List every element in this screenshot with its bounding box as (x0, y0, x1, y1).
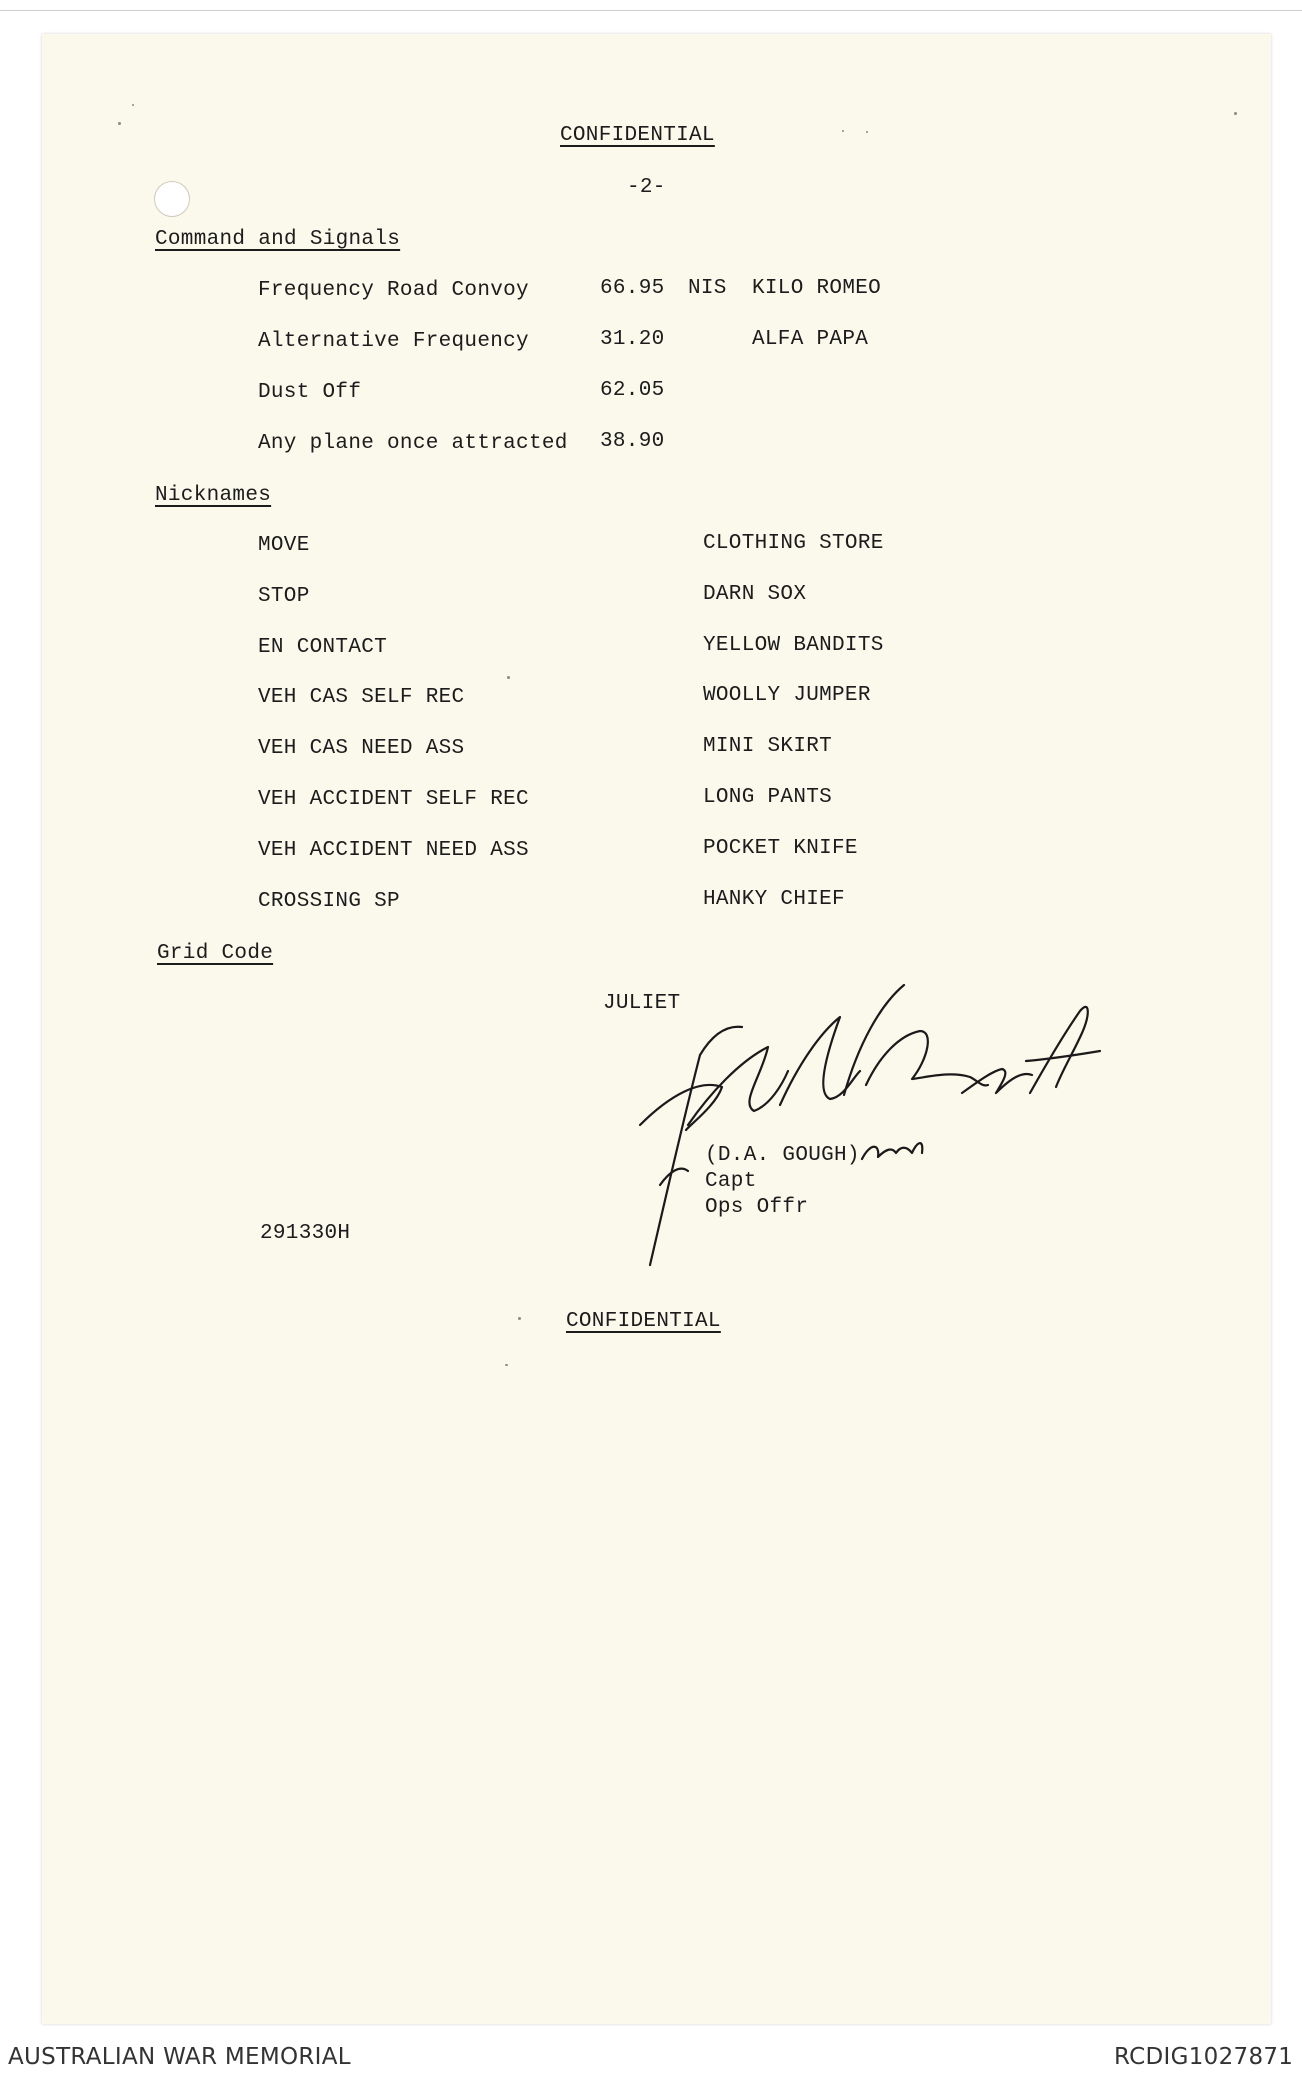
signals-frequency: 62.05 (600, 379, 665, 402)
punch-hole (154, 181, 190, 217)
scan-top-edge (0, 0, 1302, 11)
nickname-term: VEH CAS SELF REC (258, 686, 465, 709)
nickname-term: VEH ACCIDENT NEED ASS (258, 839, 529, 862)
handwritten-signature (630, 975, 1150, 1275)
signals-extra: NIS (688, 277, 727, 300)
scan-speck (132, 104, 134, 106)
nickname-term: VEH ACCIDENT SELF REC (258, 788, 529, 811)
nickname-value: YELLOW BANDITS (703, 634, 884, 657)
nickname-term: VEH CAS NEED ASS (258, 737, 465, 760)
scan-speck (505, 1364, 508, 1366)
signatory-rank: Capt (705, 1170, 757, 1193)
signature-stroke (780, 1017, 860, 1105)
nickname-value: WOOLLY JUMPER (703, 684, 871, 707)
scan-speck (842, 130, 844, 132)
signature-stroke (660, 1169, 688, 1185)
signals-frequency: 31.20 (600, 328, 665, 351)
scan-speck (1234, 112, 1237, 115)
scan-speck (118, 122, 121, 125)
signals-label: Any plane once attracted (258, 432, 568, 455)
nickname-term: EN CONTACT (258, 636, 388, 659)
signals-frequency: 38.90 (600, 430, 665, 453)
scan-speck (507, 676, 510, 679)
archive-institution: AUSTRALIAN WAR MEMORIAL (8, 2044, 351, 2070)
signals-label: Frequency Road Convoy (258, 279, 529, 302)
signature-stroke (1030, 1007, 1088, 1093)
signatory-name: (D.A. GOUGH) (705, 1144, 860, 1167)
nickname-value: DARN SOX (703, 583, 807, 606)
nickname-value: HANKY CHIEF (703, 888, 845, 911)
nickname-term: MOVE (258, 534, 310, 557)
grid-code-value: JULIET (603, 992, 681, 1015)
archive-reference: RCDIG1027871 (1114, 2044, 1294, 2070)
scan-speck (866, 131, 868, 133)
classification-footer: CONFIDENTIAL (566, 1310, 721, 1333)
signature-stroke (640, 1085, 722, 1130)
signals-label: Dust Off (258, 381, 362, 404)
nickname-value: CLOTHING STORE (703, 532, 884, 555)
nickname-term: CROSSING SP (258, 890, 400, 913)
section-heading-nicknames: Nicknames (155, 484, 272, 507)
signature-stroke (866, 1031, 988, 1085)
nickname-term: STOP (258, 585, 310, 608)
scan-speck (518, 1317, 521, 1320)
nickname-value: POCKET KNIFE (703, 837, 858, 860)
nickname-value: MINI SKIRT (703, 735, 833, 758)
page-number: -2- (627, 176, 666, 199)
signals-frequency: 66.95 (600, 277, 665, 300)
signals-label: Alternative Frequency (258, 330, 529, 353)
signature-stroke (862, 1143, 922, 1159)
nickname-value: LONG PANTS (703, 786, 833, 809)
signature-stroke (962, 1069, 1032, 1093)
signature-stroke (1026, 1051, 1100, 1061)
signatory-appointment: Ops Offr (705, 1196, 809, 1219)
signals-callsign: ALFA PAPA (752, 328, 869, 351)
section-heading-command-and-signals: Command and Signals (155, 228, 401, 251)
date-time-group: 291330H (260, 1222, 351, 1245)
section-heading-grid-code: Grid Code (157, 942, 274, 965)
classification-header: CONFIDENTIAL (560, 124, 715, 147)
signals-callsign: KILO ROMEO (752, 277, 882, 300)
